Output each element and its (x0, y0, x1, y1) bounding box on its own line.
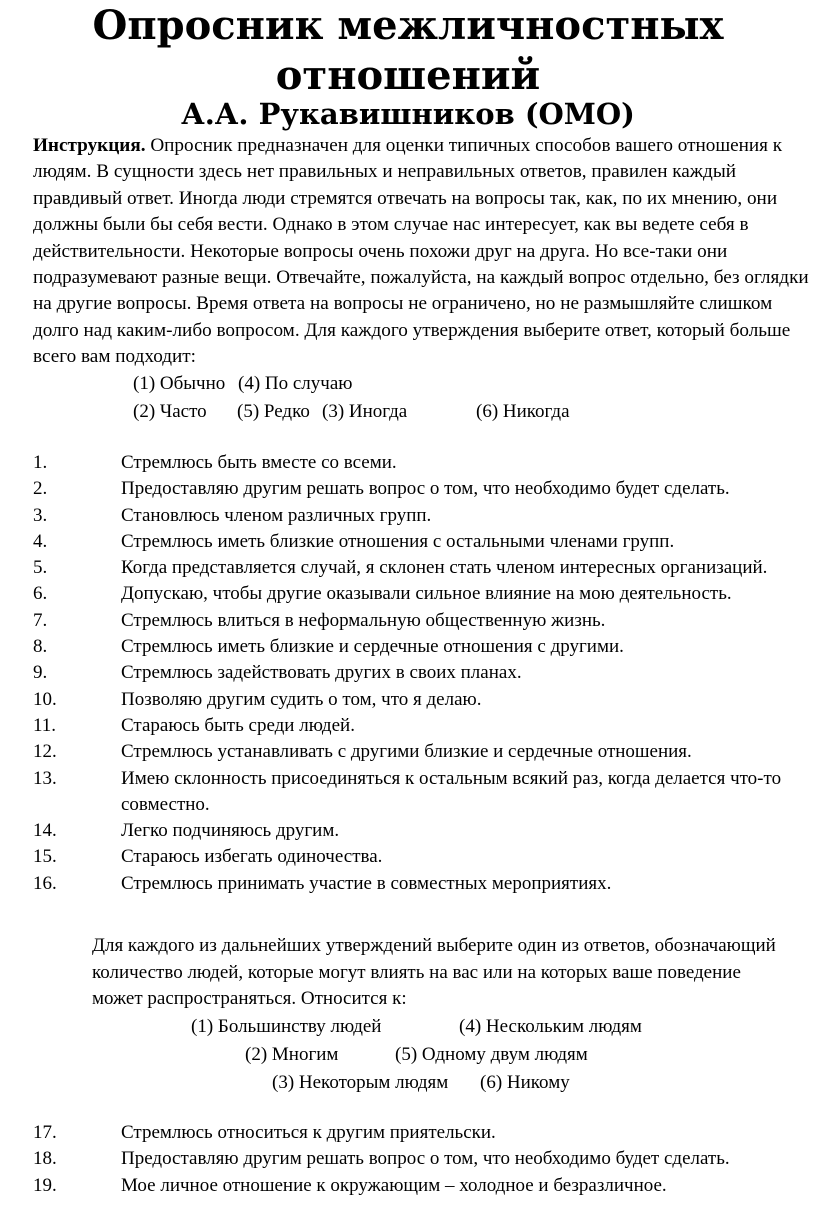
question-text: Имею склонность присоединяться к остальным всякий раз, когда делается что-то совместно. (121, 767, 782, 815)
question-number: 6. (33, 583, 48, 605)
question-item (33, 713, 816, 739)
question-item (33, 739, 816, 765)
question-item (33, 608, 816, 634)
question-text: Стремлюсь принимать участие в совместных мероприятиях. (121, 872, 612, 894)
question-number: 10. (33, 688, 57, 710)
question-text: Предоставляю другим решать вопрос о том, что необходимо будет сделать. (121, 478, 730, 500)
question-number: 19. (33, 1174, 57, 1196)
question-number: 12. (33, 741, 57, 763)
qty-option-5: (5) Одному двум людям (395, 1044, 588, 1065)
question-number: 14. (33, 820, 57, 842)
question-text: Стремлюсь относиться к другим приятельски. (121, 1122, 496, 1143)
freq-option-5: (5) Редко (237, 401, 310, 422)
question-item (33, 660, 816, 686)
question-item (33, 581, 816, 607)
question-number: 15. (33, 846, 57, 868)
qty-option-3: (3) Некоторым людям (272, 1072, 449, 1093)
instruction-label: Инструкция. (33, 135, 146, 156)
question-text: Стараюсь быть среди людей. (121, 714, 355, 736)
question-text: Стараюсь избегать одиночества. (121, 846, 383, 868)
question-item (33, 1120, 816, 1146)
qty-option-6: (6) Никому (480, 1072, 570, 1093)
question-number: 18. (33, 1148, 57, 1170)
question-item (33, 476, 816, 502)
second-instruction: Для каждого из дальнейших утверждений выберите один из ответов, обозначающий количество людей, которые могут влиять на вас или на которых ваше поведение может распространяться. Относится к: (92, 935, 776, 1009)
question-text: Стремлюсь влиться в неформальную общественную жизнь. (121, 609, 606, 631)
freq-option-2: (2) Часто (133, 401, 207, 422)
question-number: 2. (33, 478, 48, 500)
qty-option-2: (2) Многим (245, 1044, 339, 1065)
question-text: Стремлюсь быть вместе со всеми. (121, 452, 397, 473)
question-number: 8. (33, 636, 48, 658)
question-list-2 (33, 1120, 816, 1199)
question-text: Позволяю другим судить о том, что я делаю. (121, 688, 482, 710)
freq-option-1: (1) Обычно (133, 373, 226, 394)
question-number: 13. (33, 767, 57, 789)
freq-option-4: (4) По случаю (238, 373, 353, 394)
question-item (33, 1146, 816, 1172)
question-number: 4. (33, 530, 48, 552)
question-text: Предоставляю другим решать вопрос о том, что необходимо будет сделать. (121, 1148, 730, 1170)
title-line-2: отношений (275, 52, 541, 99)
question-number: 11. (33, 714, 57, 736)
instruction-paragraph (33, 133, 809, 371)
question-item (33, 555, 816, 581)
question-text: Когда представляется случай, я склонен стать членом интересных организаций. (121, 557, 768, 579)
question-item (33, 503, 816, 529)
question-item (33, 450, 816, 476)
question-number: 3. (33, 504, 48, 526)
question-list-1 (33, 450, 816, 897)
question-text: Становлюсь членом различных групп. (121, 504, 432, 526)
subtitle: А.А. Рукавишников (ОМО) (181, 97, 635, 131)
question-number: 17. (33, 1122, 57, 1143)
freq-option-6: (6) Никогда (476, 401, 570, 422)
question-item (33, 634, 816, 660)
question-number: 5. (33, 557, 48, 579)
question-text: Допускаю, чтобы другие оказывали сильное влияние на мою деятельность. (121, 583, 732, 605)
question-number: 9. (33, 662, 48, 684)
question-item (33, 1173, 816, 1199)
question-number: 7. (33, 609, 48, 631)
question-text: Мое личное отношение к окружающим – холодное и безразличное. (121, 1174, 667, 1196)
question-item (33, 766, 816, 819)
instruction-text: Опросник предназначен для оценки типичных способов вашего отношения к людям. В сущности здесь нет правильных и неправильных ответов, правилен каждый правдивый ответ. Иногда люди стремятся отвечать на вопросы так, как, по их мнению, они должны были бы себя вести. Однако в этом случае нас интересует, как вы ведете себя в действительности. Некоторые вопросы очень похожи друг на друга. Но все-таки они подразумевают разные вещи. Отвечайте, пожалуйста, на каждый вопрос отдельно, без оглядки на другие вопросы. Время ответа на вопросы не ограничено, но не размышляйте слишком долго над каким-либо вопросом. Для каждого утверждения выберите ответ, который больше всего вам подходит: (33, 135, 809, 368)
question-item (33, 529, 816, 555)
freq-option-3: (3) Иногда (322, 401, 408, 422)
question-number: 1. (33, 452, 48, 473)
question-text: Стремлюсь устанавливать с другими близкие и сердечные отношения. (121, 741, 692, 763)
question-text: Стремлюсь иметь близкие отношения с остальными членами групп. (121, 530, 675, 552)
question-text: Легко подчиняюсь другим. (121, 820, 340, 842)
qty-option-1: (1) Большинству людей (191, 1016, 382, 1037)
qty-option-4: (4) Нескольким людям (459, 1016, 642, 1037)
question-item (33, 818, 816, 844)
title-line-1: Опросник межличностных (92, 2, 724, 49)
question-number: 16. (33, 872, 57, 894)
question-item (33, 844, 816, 870)
question-text: Стремлюсь иметь близкие и сердечные отношения с другими. (121, 636, 624, 658)
question-text: Стремлюсь задействовать других в своих планах. (121, 662, 522, 684)
question-item (33, 687, 816, 713)
question-item (33, 871, 816, 897)
